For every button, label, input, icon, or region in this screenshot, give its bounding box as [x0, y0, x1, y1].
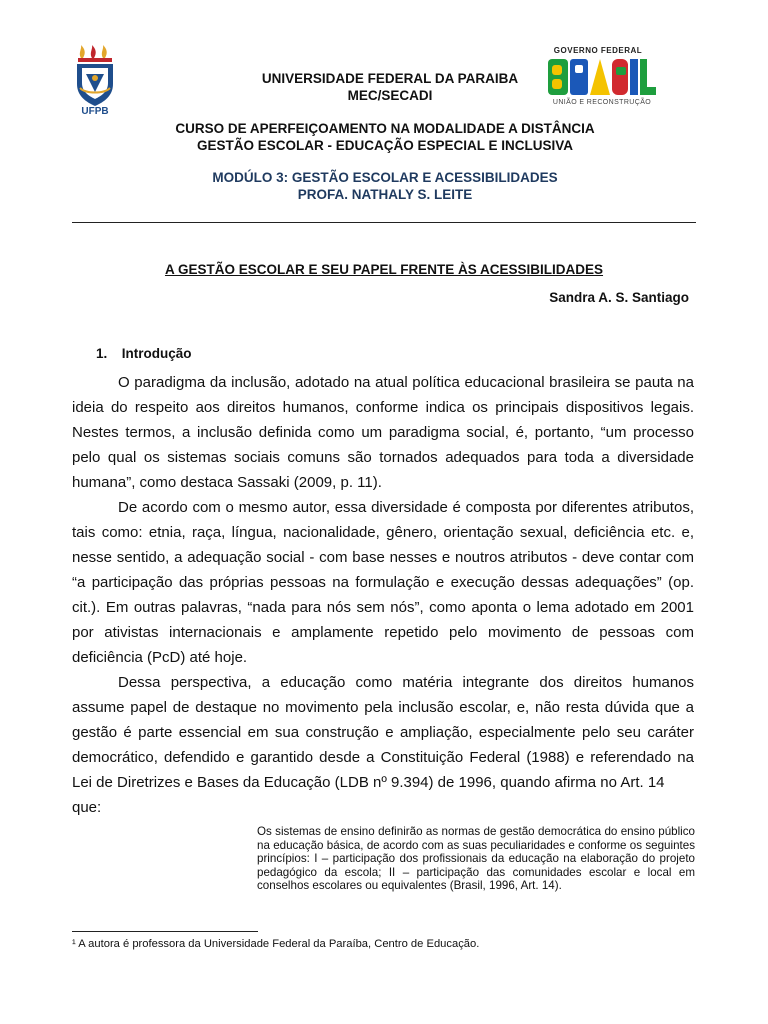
department-name: MEC/SECADI — [347, 88, 433, 103]
document-title: A GESTÃO ESCOLAR E SEU PAPEL FRENTE ÀS ACESSIBILIDADES — [164, 262, 604, 277]
block-quote: Os sistemas de ensino definirão as normas de gestão democrática do ensino público na educação básica, de acordo com as suas peculiaridades e conforme os seguintes princípios: I – participação dos profissionais da educação na elaboração do projeto pedagógico da escola; II – participação das comunidades escolar e local em conselhos escolares ou equivalentes (Brasil, 1996, Art. 14). — [257, 825, 695, 892]
body-paragraph-1 — [72, 370, 694, 495]
footnote-divider — [72, 931, 258, 932]
footnote: ¹ A autora é professora da Universidade Federal da Paraíba, Centro de Educação. — [72, 938, 480, 950]
header-course — [100, 120, 670, 154]
header-divider — [72, 222, 696, 223]
ufpb-logo — [72, 44, 118, 121]
paragraph-text: Dessa perspectiva, a educação como matéria integrante dos direitos humanos assume papel de destaque no movimento pela inclusão escolar, e, não resta dúvida que a gestão é parte essencial em sua construção e ampliação, especialmente pelo seu caráter democrático, defendido e garantido desde a Constituição Federal (1988) e referendado na Lei de Diretrizes e Bases da Educação (LDB nº 9.394) de 1996, quando afirma no Art. 14 — [72, 674, 694, 791]
university-name: UNIVERSIDADE FEDERAL DA PARAIBA — [261, 71, 519, 86]
paragraph-end: que: — [72, 799, 102, 816]
gov-bottom-label: UNIÃO E RECONSTRUÇÃO — [552, 99, 652, 106]
section-heading — [96, 346, 192, 361]
course-line-1: CURSO DE APERFEIÇOAMENTO NA MODALIDADE A DISTÂNCIA — [175, 121, 595, 136]
module-title: MODÚLO 3: GESTÃO ESCOLAR E ACESSIBILIDADES — [212, 170, 558, 185]
body-paragraph-2 — [72, 495, 694, 670]
ufpb-label: UFPB — [81, 106, 109, 117]
document-author: Sandra A. S. Santiago — [549, 290, 689, 305]
teacher-name: PROFA. NATHALY S. LEITE — [297, 187, 473, 202]
paragraph-text: De acordo com o mesmo autor, essa diversidade é composta por diferentes atributos, tais como: etnia, raça, língua, nacionalidade, gênero, orientação sexual, deficiência etc. e, nesse sentido, a adequação social - com base nesses e noutros atributos - deve contar com “a participação das próprias pessoas na formulação e execução dessas adequações” (op. cit.). Em outras palavras, “nada para nós sem nós”, como aponta o lema adotado em 2001 por ativistas internacionais e amplamente repetido pelo movimento de pessoas com deficiência (PcD) até hoje. — [72, 499, 694, 666]
section-title: Introdução — [121, 346, 192, 361]
gov-top-label: GOVERNO FEDERAL — [553, 46, 643, 55]
header-module — [100, 169, 670, 203]
body-paragraph-3 — [72, 670, 694, 820]
course-line-2: GESTÃO ESCOLAR - EDUCAÇÃO ESPECIAL E INCLUSIVA — [196, 138, 574, 153]
header-institution — [150, 70, 630, 104]
section-number: 1. — [96, 346, 108, 361]
paragraph-text: O paradigma da inclusão, adotado na atual política educacional brasileira se pauta na ideia do respeito aos direitos humanos, conforme indica os principais dispositivos legais. Nestes termos, a inclusão definida como um paradigma social, é, portanto, “um processo pelo qual os sistemas sociais comuns são tornados adequados para toda a diversidade humana”, como destaca Sassaki (2009, p. 11). — [72, 374, 694, 491]
